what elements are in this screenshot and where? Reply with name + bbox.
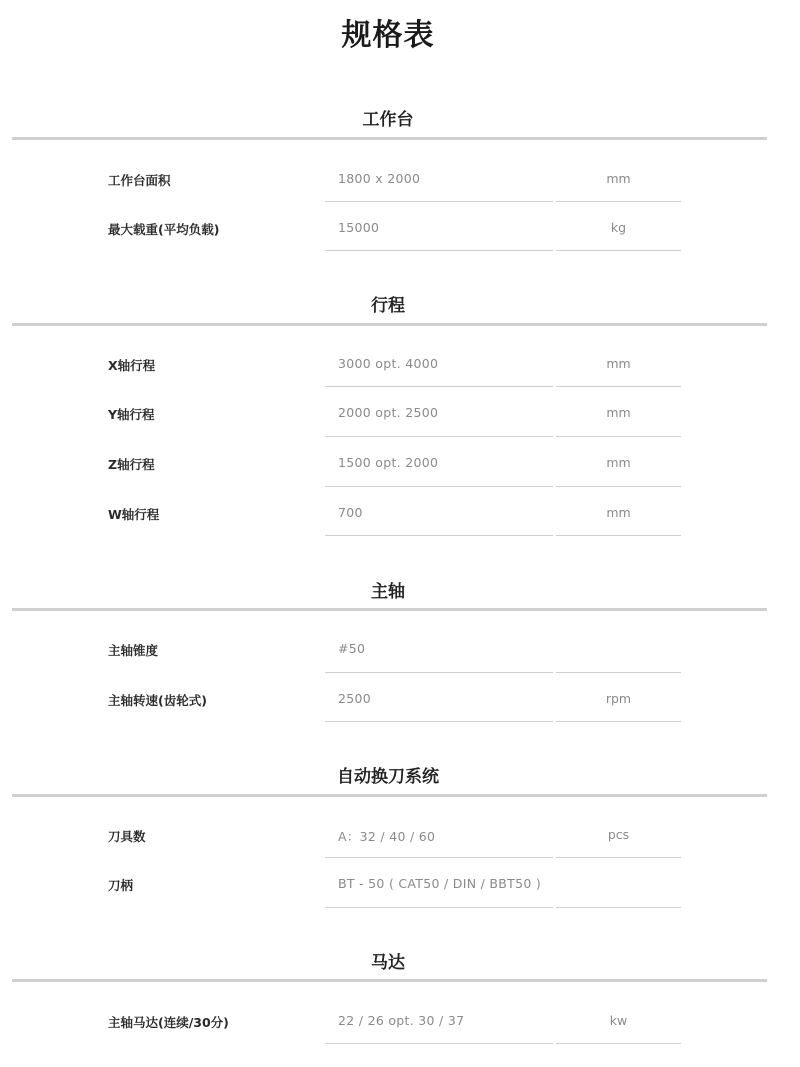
spec-label: W轴行程 (108, 507, 160, 522)
unit-underline (556, 250, 681, 251)
spec-value: 15000 (338, 220, 380, 235)
unit-underline (556, 436, 681, 437)
spec-label: 主轴马达(连续/30分) (108, 1015, 229, 1030)
spec-value: 700 (338, 505, 363, 520)
value-underline (325, 907, 553, 908)
section-divider (12, 323, 767, 326)
spec-value: BT - 50 ( CAT50 / DIN / BBT50 ) (338, 876, 542, 891)
spec-label: Y轴行程 (108, 407, 155, 422)
value-underline (325, 386, 553, 387)
spec-value: #50 (338, 641, 366, 656)
spec-unit: mm (606, 505, 631, 520)
spec-unit: kw (609, 1013, 628, 1028)
unit-underline (556, 486, 681, 487)
spec-label: X轴行程 (108, 358, 156, 373)
unit-underline (556, 535, 681, 536)
spec-label: 刀柄 (108, 878, 134, 893)
section-heading-motor: 马达 (371, 953, 405, 973)
spec-unit: mm (606, 405, 631, 420)
section-divider (12, 979, 767, 982)
spec-label: Z轴行程 (108, 457, 155, 472)
section-heading-travel: 行程 (371, 296, 405, 316)
value-underline (325, 436, 553, 437)
spec-value: 1500 opt. 2000 (338, 455, 439, 470)
section-divider (12, 794, 767, 797)
unit-underline (556, 1043, 681, 1044)
value-underline (325, 486, 553, 487)
section-divider (12, 608, 767, 611)
unit-underline (556, 857, 681, 858)
spec-unit: pcs (607, 827, 630, 842)
spec-value: 1800 x 2000 (338, 171, 421, 186)
value-underline (325, 201, 553, 202)
value-underline (325, 250, 553, 251)
spec-value: 22 / 26 opt. 30 / 37 (338, 1013, 465, 1028)
value-underline (325, 721, 553, 722)
spec-value: 2000 opt. 2500 (338, 405, 439, 420)
unit-underline (556, 672, 681, 673)
spec-label: 刀具数 (108, 829, 146, 844)
unit-underline (556, 721, 681, 722)
spec-label: 主轴锥度 (108, 643, 159, 658)
spec-label: 工作台面积 (108, 173, 171, 188)
spec-label: 最大载重(平均负载) (108, 222, 220, 237)
spec-label: 主轴转速(齿轮式) (108, 693, 207, 708)
unit-underline (556, 201, 681, 202)
spec-value: A：32 / 40 / 60 (338, 829, 436, 844)
unit-underline (556, 386, 681, 387)
value-underline (325, 535, 553, 536)
section-divider (12, 137, 767, 140)
spec-unit: rpm (605, 691, 632, 706)
section-heading-atc: 自动换刀系统 (337, 767, 439, 787)
spec-unit: kg (610, 220, 627, 235)
value-underline (325, 857, 553, 858)
spec-value: 3000 opt. 4000 (338, 356, 439, 371)
spec-unit: mm (606, 356, 631, 371)
spec-unit: mm (606, 455, 631, 470)
section-heading-spindle: 主轴 (371, 582, 405, 602)
unit-underline (556, 907, 681, 908)
value-underline (325, 1043, 553, 1044)
spec-value: 2500 (338, 691, 372, 706)
value-underline (325, 672, 553, 673)
section-heading-worktable: 工作台 (362, 110, 414, 130)
spec-unit: mm (606, 171, 631, 186)
page-title: 规格表 (341, 18, 435, 53)
